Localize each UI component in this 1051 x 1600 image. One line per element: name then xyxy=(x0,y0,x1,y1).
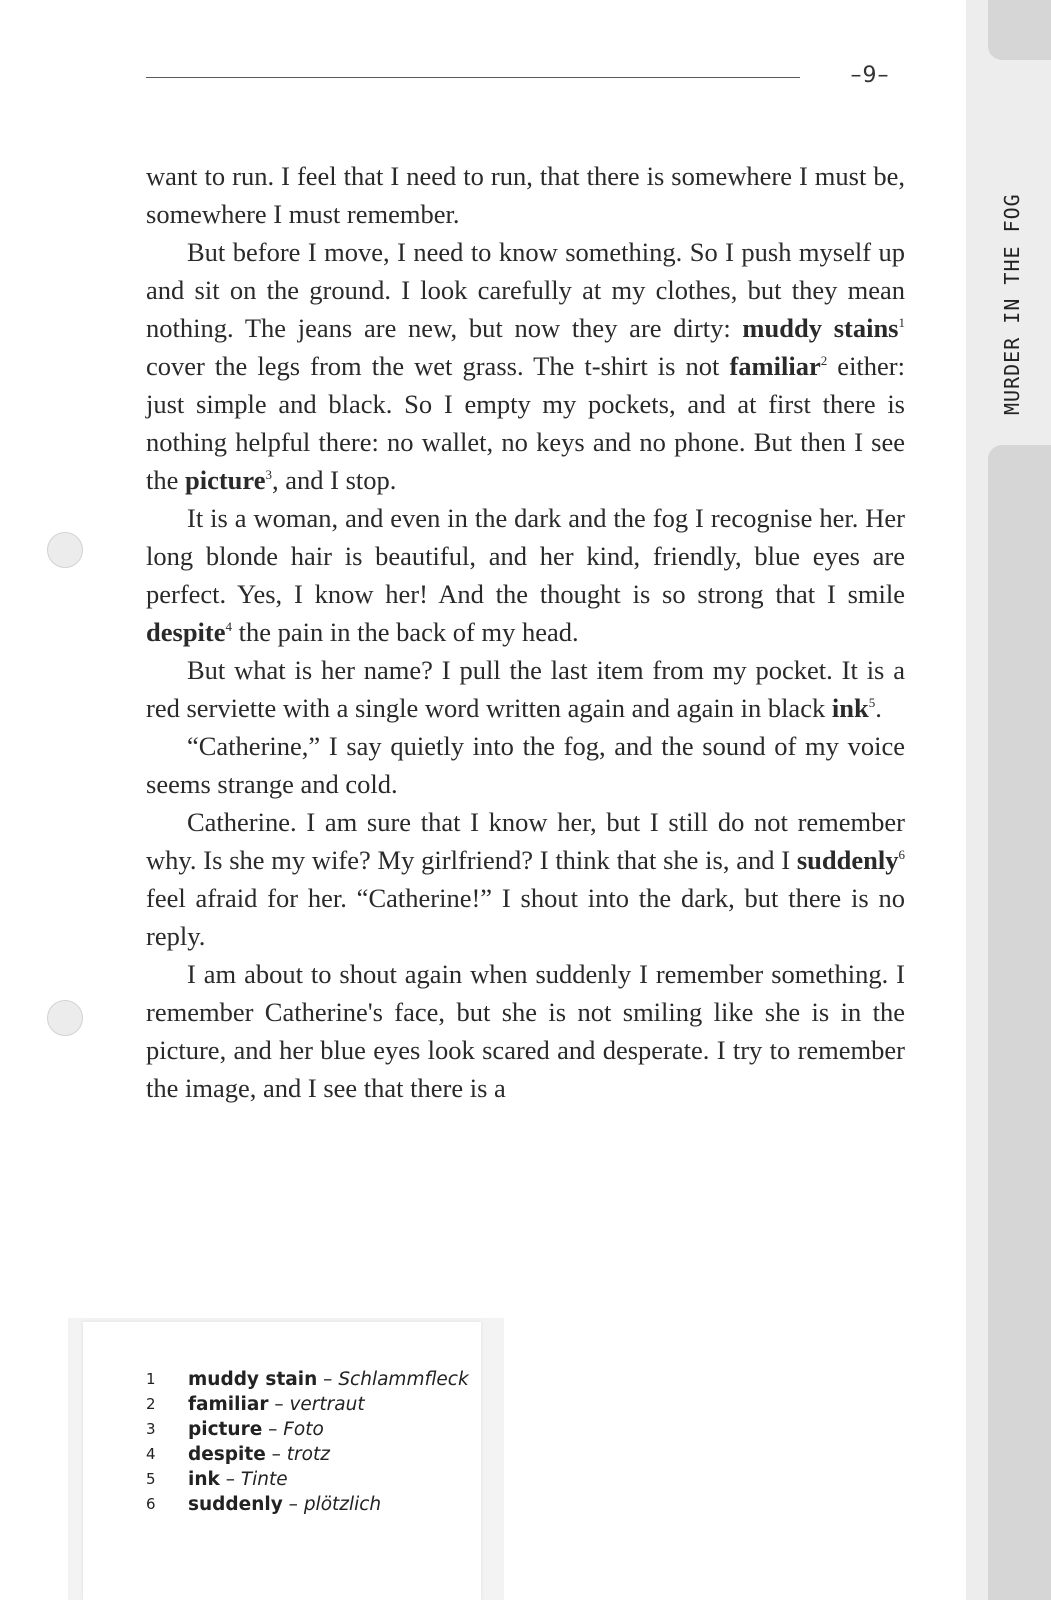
text-run: the pain in the back of my head. xyxy=(232,617,579,647)
glossary-number: 4 xyxy=(146,1445,156,1463)
paragraph xyxy=(146,499,905,651)
glossary-number: 1 xyxy=(146,1370,156,1388)
text-run: , and I stop. xyxy=(271,465,397,495)
footnote-marker: 1 xyxy=(898,315,905,330)
glossary-term: suddenly xyxy=(188,1494,283,1515)
running-title: MURDER IN THE FOG xyxy=(1000,193,1024,415)
text-run: It is a woman, and even in the dark and the fog I recognise her. Her long blonde hair is beautiful, and her kind, friendly, blue eyes are perfect. Yes, I know her! And the thought is so strong that I smile xyxy=(146,503,905,609)
glossary-entry xyxy=(146,1467,486,1492)
glossary-separator: – xyxy=(282,1494,304,1515)
footnote-marker: 5 xyxy=(868,695,876,710)
glossary-entry xyxy=(146,1417,486,1442)
text-run: “Catherine,” I say quietly into the fog, and the sound of my voice seems strange and cold. xyxy=(146,731,905,799)
glossary-translation: trotz xyxy=(286,1444,330,1465)
glossary-list xyxy=(146,1367,486,1517)
story-text xyxy=(146,157,905,1107)
vocab-term: picture xyxy=(185,465,266,495)
paragraph xyxy=(146,157,905,233)
paragraph xyxy=(146,727,905,803)
glossary-number: 2 xyxy=(146,1395,156,1413)
glossary-separator: – xyxy=(268,1394,290,1415)
glossary-entry xyxy=(146,1442,486,1467)
glossary-separator: – xyxy=(219,1469,241,1490)
vocab-term: ink xyxy=(831,693,869,723)
glossary-translation: vertraut xyxy=(289,1394,365,1415)
glossary-entry xyxy=(146,1492,486,1517)
vocab-term: muddy stains xyxy=(742,313,899,343)
glossary-entry xyxy=(146,1392,486,1417)
paragraph xyxy=(146,651,905,727)
footnote-marker: 4 xyxy=(225,619,232,634)
glossary-separator: – xyxy=(262,1419,284,1440)
text-run: . xyxy=(875,693,882,723)
text-run: I am about to shout again when suddenly I remember something. I remember Catherine's face, but she is not smiling like she is in the picture, and her blue eyes look scared and desperate. I try to remember the image, and I see that there is a xyxy=(146,959,905,1103)
paragraph xyxy=(146,955,905,1107)
footnote-marker: 2 xyxy=(820,353,828,368)
footnote-marker: 6 xyxy=(898,847,905,862)
text-run: either: just simple and black. So I empty my pockets, and at first there is nothing helpful there: no wallet, no keys and no phone. But then I see the xyxy=(146,351,905,495)
glossary-entry xyxy=(146,1367,486,1392)
paragraph xyxy=(146,233,905,499)
vocab-term: familiar xyxy=(729,351,821,381)
side-tab-top xyxy=(988,0,1051,60)
glossary-number: 3 xyxy=(146,1420,156,1438)
glossary-translation: plötzlich xyxy=(303,1494,382,1515)
vocab-term: despite xyxy=(146,617,226,647)
glossary-translation: Tinte xyxy=(240,1469,288,1490)
text-run: cover the legs from the wet grass. The t-shirt is not xyxy=(146,351,730,381)
glossary-term: picture xyxy=(188,1419,263,1440)
text-run: But what is her name? I pull the last item from my pocket. It is a red serviette with a single word written again and again in black xyxy=(146,655,905,723)
text-run: But before I move, I need to know something. So I push myself up and sit on the ground. I look carefully at my clothes, but they mean nothing. The jeans are new, but now they are dirty: xyxy=(146,237,905,343)
glossary-number: 6 xyxy=(146,1495,156,1513)
punch-hole-icon xyxy=(47,1000,83,1036)
glossary-translation: Foto xyxy=(283,1419,324,1440)
text-run: want to run. I feel that I need to run, that there is somewhere I must be, somewhere I must remember. xyxy=(146,161,905,229)
glossary-translation: Schlammfleck xyxy=(338,1369,469,1390)
glossary-term: familiar xyxy=(188,1394,269,1415)
glossary-separator: – xyxy=(265,1444,287,1465)
footnote-marker: 3 xyxy=(265,467,272,482)
text-run: feel afraid for her. “Catherine!” I shout into the dark, but there is no reply. xyxy=(146,883,905,951)
glossary-term: despite xyxy=(188,1444,266,1465)
glossary-number: 5 xyxy=(146,1470,156,1488)
glossary-separator: – xyxy=(317,1369,339,1390)
paragraph xyxy=(146,803,905,955)
glossary-term: ink xyxy=(188,1469,220,1490)
glossary-term: muddy stain xyxy=(188,1369,318,1390)
side-tab-bottom xyxy=(988,445,1051,1600)
vocab-term: suddenly xyxy=(796,845,899,875)
page-number: –9– xyxy=(850,63,890,88)
text-run: Catherine. I am sure that I know her, but I still do not remember why. Is she my wife? My girlfriend? I think that she is, and I xyxy=(146,807,905,875)
punch-hole-icon xyxy=(47,532,83,568)
header-rule xyxy=(146,77,800,78)
